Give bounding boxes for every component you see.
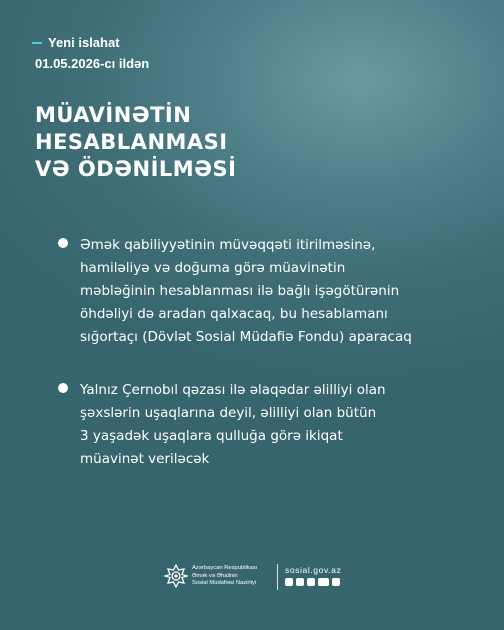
website-link[interactable]: sosial.gov.az <box>285 565 342 575</box>
bullet-line: məbləğinin hesablanması ilə bağlı işəgötürənin <box>80 283 400 299</box>
bullet-dot-icon <box>58 383 68 393</box>
bullet-line: hamiləliyə və doğuma görə müavinətin <box>80 260 346 276</box>
bullet-text <box>80 379 480 471</box>
ministry-name-line: Sosial Müdafiəsi Nazirliyi <box>192 580 257 586</box>
facebook-icon[interactable] <box>285 578 293 586</box>
bullet-dot-icon <box>58 238 68 248</box>
footer-divider <box>277 564 278 590</box>
bullet-line: 3 yaşadək uşaqlara qulluğa görə ikiqat <box>80 428 343 444</box>
kicker-label: Yeni islahat <box>48 35 120 50</box>
accent-dash <box>32 42 42 44</box>
bullet-line: öhdəliyi də aradan qalxacaq, bu hesablamanı <box>80 306 388 322</box>
bullet-line: müavinət veriləcək <box>80 451 210 467</box>
linkedin-icon[interactable] <box>332 578 340 586</box>
page-title <box>35 102 236 183</box>
ministry-name-line: Əmək və Əhalinin <box>192 572 238 579</box>
ministry-emblem-icon <box>164 564 188 588</box>
instagram-icon[interactable] <box>296 578 304 586</box>
bullet-line: sığortaçı (Dövlət Sosial Müdafiə Fondu) aparacaq <box>80 329 412 345</box>
title-line: MÜAVİNƏTİN <box>35 103 192 127</box>
bullet-line: Əmək qabiliyyətinin müvəqqəti itirilməsinə, <box>80 237 376 253</box>
bullet-line: şəxslərin uşaqlarına deyil, əlilliyi olan bütün <box>80 405 377 421</box>
effective-date: 01.05.2026-cı ildən <box>35 56 150 71</box>
social-icons <box>285 578 340 587</box>
youtube-icon[interactable] <box>318 578 329 586</box>
messenger-icon[interactable] <box>307 578 315 586</box>
footer <box>0 562 504 592</box>
ministry-name-line: Azərbaycan Respublikası <box>192 565 258 571</box>
title-line: HESABLANMASI <box>35 130 228 154</box>
title-line: VƏ ÖDƏNİLMƏSİ <box>35 157 237 181</box>
bullet-line: Yalnız Çernobıl qəzası ilə əlaqədar əlilliyi olan <box>80 382 386 398</box>
bullet-text <box>80 234 480 349</box>
ministry-name <box>192 565 257 588</box>
